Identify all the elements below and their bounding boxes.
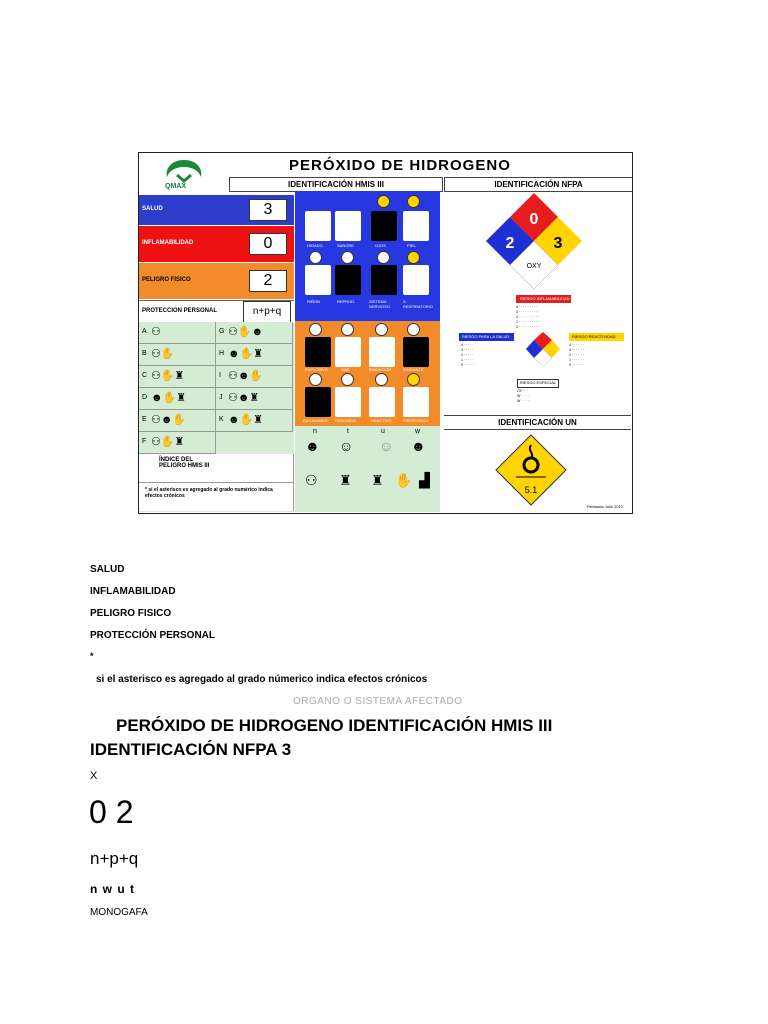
heading-2: IDENTIFICACIÓN NFPA 3 — [90, 740, 292, 759]
text-big-02: 0 2 — [89, 794, 134, 830]
peligro-fisico-value: 2 — [249, 270, 287, 292]
hazard-label: REACTIVO — [371, 418, 392, 423]
inflamabilidad-label: INFLAMABILIDAD — [142, 240, 194, 246]
nfpa-special-legend-text: OY · · · W · · · · W · · · · — [517, 389, 529, 403]
hazard-label: PEROXIDO — [335, 418, 357, 423]
goggles-gloves-apron-f-icon: ⚇✋♜ — [151, 436, 185, 448]
ppe-letter: B — [142, 350, 147, 357]
ppe-grid — [139, 322, 294, 512]
nfpa-fire-value: 0 — [529, 211, 539, 228]
goggles-gloves-apron-icon: ⚇✋♜ — [151, 370, 185, 382]
un-header: IDENTIFICACIÓN UN — [444, 415, 631, 430]
goggles-respirator-gloves-icon: ⚇☻✋ — [228, 370, 264, 382]
nfpa-header: IDENTIFICACIÓN NFPA — [444, 177, 633, 192]
ppe-letter: t — [347, 428, 349, 435]
text-asterisk-note: si el asterisco es agregado al grado númerico indica efectos crónicos — [96, 674, 428, 685]
hazard-circle — [341, 323, 354, 336]
respirator-icon: ☻ — [305, 438, 320, 454]
hmis-header: IDENTIFICACIÓN HMIS III — [229, 177, 443, 192]
kidney-icon — [305, 265, 331, 295]
face-shield-gloves-apron-icon: ☻✋♜ — [151, 392, 187, 404]
hazard-label: GAS — [341, 367, 350, 372]
boots-icon: ▟ — [419, 472, 430, 488]
hazard-circle — [309, 323, 322, 336]
pyrophoric-icon — [403, 387, 429, 417]
ppe-extra-panel — [295, 426, 440, 512]
text-organ: ORGANO O SISTEMA AFECTADO — [293, 696, 463, 707]
goggles-icon: ⚇ — [305, 472, 318, 488]
safety-sheet — [138, 152, 633, 514]
nfpa-special-legend: RIESGO ESPECIAL — [517, 379, 559, 388]
organ-label: SISTEMA NERVIOSO — [369, 299, 391, 309]
ppe-letter: D — [142, 394, 148, 401]
footer-date: Revisado Julio 2012 — [587, 504, 624, 509]
suit-icon: ♜ — [339, 472, 352, 488]
ppe-letter: F — [142, 438, 147, 445]
oxidizer-icon — [403, 337, 429, 367]
text-nwut: n w u t — [90, 882, 135, 896]
nfpa-health-legend: RIESGO PARA LA SALUD — [462, 334, 510, 339]
nfpa-diamond — [484, 191, 584, 291]
blood-icon — [335, 211, 361, 241]
text-salud: SALUD — [90, 564, 125, 575]
text-inflamabilidad: INFLAMABILIDAD — [90, 586, 176, 597]
hazard-circle — [407, 251, 420, 264]
lungs-icon — [403, 265, 429, 295]
goggles-icon: ⚇ — [151, 326, 161, 338]
ppe-letter: J — [219, 394, 223, 401]
reactive-icon — [369, 387, 395, 417]
hazard-circle — [407, 373, 420, 386]
peroxide-icon — [335, 387, 361, 417]
hazard-circle — [377, 251, 390, 264]
organ-label: S. RESPIRATORIO — [403, 299, 433, 309]
hazard-label: EXPLOSIVO — [305, 367, 328, 372]
hazard-label: OXIDANTE — [403, 367, 424, 372]
gloves-icon: ✋ — [395, 472, 413, 488]
ppe-letter: n — [313, 428, 317, 435]
nfpa-health-value: 2 — [505, 235, 515, 252]
asterisk-note: * si el asterisco es agregado al grado numérico indica efectos crónicos — [145, 487, 273, 499]
text-npq: n+p+q — [90, 849, 139, 868]
organ-label: HIGADO — [307, 243, 323, 248]
nfpa-reactivity-legend-bar — [569, 333, 624, 341]
nfpa-health-legend-text: 4 · · · · · 3 · · · · · 2 · · · · · 1 · · · · · 0 · · · · · — [461, 343, 474, 367]
hazard-circle — [341, 373, 354, 386]
ppe-letter: E — [142, 416, 147, 423]
hazard-label: INFLAMABLE — [303, 418, 328, 423]
peligro-fisico-label: PELIGRO FISICO — [142, 277, 191, 283]
hazard-circle — [309, 251, 322, 264]
nfpa-health-legend-bar — [459, 333, 514, 341]
brain-icon — [371, 265, 397, 295]
salud-label: SALUD — [142, 206, 163, 212]
index-label: ÍNDICE DEL PELIGRO HMIS III — [159, 457, 210, 469]
goggles-mask-gloves-icon: ⚇☻✋ — [151, 414, 187, 426]
ppe-letter: H — [219, 350, 225, 357]
nfpa-special-value: OXY — [526, 263, 542, 270]
eye-icon — [371, 211, 397, 241]
salud-row — [139, 195, 294, 225]
organ-label: OJOS — [375, 243, 386, 248]
hazard-circle — [375, 323, 388, 336]
dust-mask-icon: ☺ — [339, 438, 354, 454]
oxidizer-placard — [494, 433, 568, 507]
hazard-label: RADIACION — [369, 367, 392, 372]
radiation-icon — [369, 337, 395, 367]
text-peligro-fisico: PELIGRO FISICO — [90, 608, 172, 619]
mask-gloves-apron-icon: ☻✋♜ — [228, 348, 264, 360]
nfpa-reactivity-legend-text: 4 · · · · · · 3 · · · · · · 2 · · · · · · 1 · · · · · · 0 · · · · · · — [569, 343, 584, 367]
nfpa-reactivity-legend: RIESGO REACTIVIDAD — [572, 334, 616, 339]
logo-text: QMAX — [165, 183, 186, 190]
qmax-logo — [159, 157, 209, 197]
text-x: X — [90, 770, 98, 782]
ppe-letter: G — [219, 328, 225, 335]
gas-cylinder-icon — [335, 337, 361, 367]
proteccion-row — [139, 300, 294, 324]
ppe-letter: A — [142, 328, 147, 335]
hazard-circle — [309, 373, 322, 386]
ppe-letter: u — [381, 428, 385, 435]
nfpa-fire-legend-bar — [516, 295, 571, 303]
text-monogafa: MONOGAFA — [90, 907, 148, 918]
hazard-label: PIROFORICO — [403, 418, 429, 423]
reproductive-icon — [335, 265, 361, 295]
organ-label: PIEL — [407, 243, 416, 248]
inflamabilidad-row — [139, 226, 294, 262]
text-asterisk: * — [90, 651, 94, 661]
hazard-circle — [407, 195, 420, 208]
full-face-respirator-icon: ☻ — [411, 438, 426, 454]
nfpa-fire-legend-text: 4 · · · · · · · · · · 3 · · · · · · · · · · 2 · · · · · · · · · · 1 · · · · · · · · · · 0 · · · · · · · · · · — [516, 305, 540, 329]
un-class: 5.1 — [524, 485, 538, 495]
skin-icon — [403, 211, 429, 241]
inflamabilidad-value: 0 — [249, 233, 287, 255]
ppe-letter: C — [142, 372, 148, 379]
peligro-fisico-row — [139, 263, 294, 299]
proteccion-value: n+p+q — [243, 301, 291, 323]
proteccion-label: PROTECCION PERSONAL — [142, 308, 218, 314]
text-proteccion: PROTECCIÓN PERSONAL — [90, 630, 216, 641]
flammable-icon — [305, 387, 331, 417]
explosive-icon — [305, 337, 331, 367]
nfpa-mini-diamond — [525, 331, 561, 367]
physical-hazard-panel — [295, 321, 440, 426]
hazard-circle — [407, 323, 420, 336]
liver-icon — [305, 211, 331, 241]
ppe-letter: K — [219, 416, 224, 423]
ppe-letter: I — [219, 372, 221, 379]
hazard-circle — [375, 373, 388, 386]
face-mask-icon: ☺ — [379, 438, 394, 454]
full-suit-icon: ☻✋♜ — [228, 414, 264, 426]
goggles-respirator-suit-icon: ⚇☻♜ — [228, 392, 260, 404]
hazard-circle — [341, 251, 354, 264]
salud-value: 3 — [249, 199, 287, 221]
goggles-gloves-respirator-icon: ⚇✋☻ — [228, 326, 264, 338]
heading-1: PERÓXIDO DE HIDROGENO IDENTIFICACIÓN HMIS III — [116, 716, 553, 735]
organ-label: RIÑON — [307, 299, 320, 304]
sheet-title: PERÓXIDO DE HIDROGENO — [289, 157, 511, 174]
organ-panel — [295, 191, 440, 321]
organ-label: REPROD. — [337, 299, 356, 304]
organ-label: SANGRE — [337, 243, 354, 248]
goggles-gloves-icon: ⚇✋ — [151, 348, 175, 360]
nfpa-reactivity-value: 3 — [553, 235, 563, 252]
ppe-letter: w — [415, 428, 421, 435]
hazard-circle — [377, 195, 390, 208]
apron-icon: ♜ — [371, 472, 384, 488]
nfpa-fire-legend: RIESGO INFLAMABILIDAD — [520, 296, 570, 301]
